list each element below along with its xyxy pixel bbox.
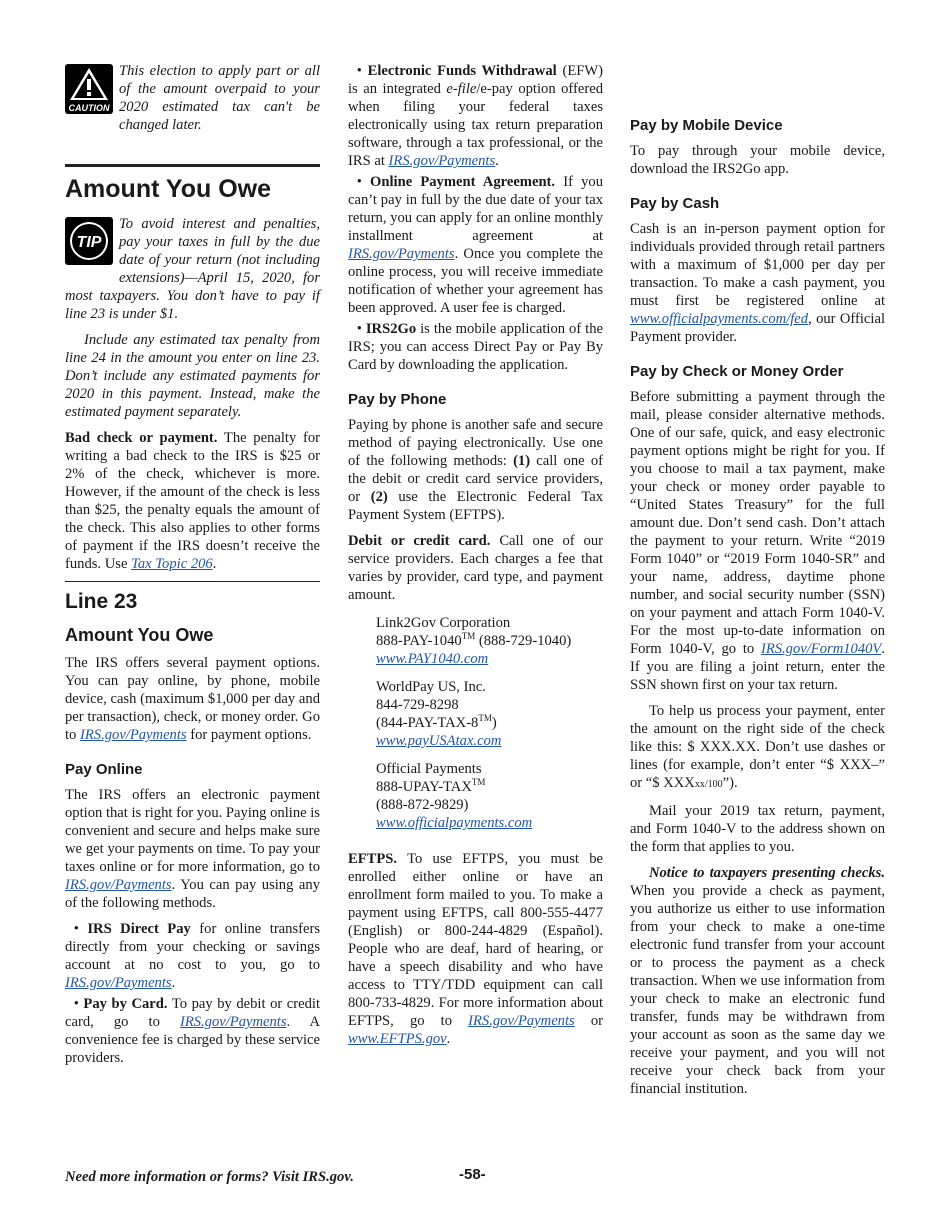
column-1 bbox=[65, 62, 320, 1070]
payments-link[interactable]: IRS.gov/Payments bbox=[388, 153, 496, 169]
caution-note bbox=[65, 62, 320, 134]
pay-check-paragraph: Before submitting a payment through the mail, please consider alternative methods. One of our safe, quick, and easy electronic payment options might be right for you. If you choose to mail a tax payment, make your check or money order payable to “United States Treasury” for the full amount due. Don’t send cash. Don’t attach the payment to your return. Write “2019 Form 1040” or “2019 Form 1040-SR” and your name, address, daytime phone number, and social security number (SSN) on your payment and attach Form 1040-V. For the most up-to-date information on Form 1040-V, go to IRS.gov/Form1040V. If you are filing a joint return, enter the SSN shown first on your tax return. bbox=[630, 389, 885, 693]
column-2 bbox=[348, 62, 603, 1056]
eftps-paragraph: EFTPS. To use EFTPS, you must be enrolled either online or have an enrollment form mailed to you. To make a payment using EFTPS, call 800-555-4477 (English) or 800-244-4829 (Español). People who are deaf, hard of hearing, or have a speech disability and who have access to TTY/TDD equipment can call 800-733-4829. For more information about EFTPS, go to IRS.gov/Payments or www.EFTPS.gov. bbox=[348, 851, 603, 1047]
pay-mobile-heading: Pay by Mobile Device bbox=[630, 117, 783, 134]
mail-paragraph: Mail your 2019 tax return, payment, and Form 1040-V to the address shown on the form that applies to you. bbox=[630, 803, 885, 855]
tax-topic-link[interactable]: Tax Topic 206 bbox=[131, 556, 213, 572]
payments-link[interactable]: IRS.gov/Payments bbox=[65, 975, 172, 991]
provider-url-link[interactable]: www.payUSAtax.com bbox=[376, 733, 502, 749]
payments-link[interactable]: IRS.gov/Payments bbox=[179, 1014, 287, 1030]
pay-mobile-paragraph: To pay through your mobile device, download the IRS2Go app. bbox=[630, 143, 885, 177]
eftps-continuation-spacer bbox=[630, 62, 885, 98]
pay-phone-paragraph: Paying by phone is another safe and secure method of paying electronically. Use one of the following methods: (1) call one of the debit or credit card service providers, or (2) use the Electronic Federal Tax Payment System (EFTPS). bbox=[348, 417, 604, 523]
section-rule bbox=[65, 164, 320, 167]
bullet-efw: • Electronic Funds Withdrawal (EFW) is an integrated e-file/e-pay option offered when filing your federal taxes electronically using tax return preparation software, through a tax professional, or the IRS at IRS.gov/Payments. bbox=[348, 63, 603, 169]
bad-check-paragraph: Bad check or payment. The penalty for writing a bad check to the IRS is $25 or 2% of the check, whichever is more. However, if the amount of the check is less than $25, the penalty equals the amount of the check. This also applies to other forms of payment if the IRS doesn’t receive the funds. Use Tax Topic 206. bbox=[65, 430, 320, 572]
provider-worldpay: WorldPay US, Inc. 844-729-8298 (844-PAY-TAX-8™) www.payUSAtax.com bbox=[376, 679, 502, 749]
line23-rule bbox=[65, 581, 320, 582]
pay-cash-heading: Pay by Cash bbox=[630, 195, 720, 212]
eftps-link[interactable]: www.EFTPS.gov bbox=[348, 1031, 447, 1047]
line23-intro: The IRS offers several payment options. You can pay online, by phone, mobile device, cash (maximum $1,000 per day and per transaction), check, or money order. Go to IRS.gov/Payments for payment options. bbox=[65, 655, 320, 743]
caution-icon bbox=[65, 64, 113, 119]
payments-link[interactable]: IRS.gov/Payments bbox=[348, 246, 455, 262]
tip-text: To avoid interest and penalties, pay your taxes in full by the due date of your return (not including extensions)—April 15, 2020, for most taxpayers. You don’t have to pay if line 23 is under $1. bbox=[65, 216, 320, 322]
payments-link[interactable]: IRS.gov/Payments bbox=[80, 727, 187, 743]
tip-icon-label: TIP bbox=[76, 234, 102, 251]
official-payments-fed-link[interactable]: www.officialpayments.com/fed bbox=[630, 311, 809, 327]
provider-official-payments: Official Payments 888-UPAY-TAX™ (888-872-9829) www.officialpayments.com bbox=[376, 761, 533, 831]
bullet-pay-by-card: • Pay by Card. To pay by debit or credit card, go to IRS.gov/Payments. A convenience fee is charged by these service providers. bbox=[65, 996, 321, 1066]
pay-online-heading: Pay Online bbox=[65, 761, 143, 778]
debit-credit-paragraph: Debit or credit card. Call one of our service providers. Each charges a fee that varies by provider, card type, and payment amount. bbox=[348, 533, 603, 603]
bullet-irs2go: • IRS2Go is the mobile application of the IRS; you can access Direct Pay or Pay By Card by downloading the application. bbox=[348, 321, 603, 373]
tip-note bbox=[65, 215, 320, 323]
provider-url-link[interactable]: www.officialpayments.com bbox=[376, 815, 533, 831]
penalty-note: Include any estimated tax penalty from line 24 in the amount you enter on line 23. Don’t include any estimated payments for 2020 in this payment. Instead, make the estimated payment separately. bbox=[65, 332, 320, 420]
page-number: -58- bbox=[459, 1166, 486, 1183]
column-3-content bbox=[630, 62, 885, 1106]
payments-link[interactable]: IRS.gov/Payments bbox=[468, 1013, 575, 1029]
pay-online-paragraph: The IRS offers an electronic payment option that is right for you. Paying online is convenient and secure and helps make sure we get your payments on time. To pay your taxes online or for more information, go to IRS.gov/Payments. You can pay using any of the following methods. bbox=[65, 787, 320, 911]
notice-paragraph: Notice to taxpayers presenting checks. When you provide a check as payment, you authorize us either to use information from your check to make a one-time electronic fund transfer from your account or to process the payment as a check transaction. When we use information from your check to make an electronic fund transfer, funds may be withdrawn from your account as soon as the same day we receive your payment, and you will not receive your check back from your financial institution. bbox=[630, 865, 885, 1097]
line23-title: Line 23 bbox=[65, 590, 138, 613]
form1040v-link[interactable]: IRS.gov/Form1040V bbox=[760, 641, 882, 657]
bullet-online-payment-agreement: • Online Payment Agreement. If you can’t pay in full by the due date of your tax return, you can apply for an online monthly installment agreement at IRS.gov/Payments. Once you complete the online process, you will receive immediate notification of whether your agreement has been approved. A user fee is charged. bbox=[348, 174, 603, 316]
pay-cash-paragraph: Cash is an in-person payment option for individuals provided through retail partners with a maximum of $1,000 per day per transaction. To make a cash payment, you must first be registered online at www.officialpayments.com/fed, our Official Payment provider. bbox=[630, 221, 885, 345]
section-title-amount-you-owe: Amount You Owe bbox=[65, 175, 272, 203]
footer-help-text: Need more information or forms? Visit IRS.gov. bbox=[65, 1169, 354, 1185]
line23-subtitle: Amount You Owe bbox=[65, 625, 214, 645]
pay-phone-heading: Pay by Phone bbox=[348, 391, 447, 408]
tip-icon bbox=[65, 217, 113, 270]
bad-check-lead: Bad check or payment. bbox=[65, 430, 218, 446]
payments-link[interactable]: IRS.gov/Payments bbox=[65, 877, 172, 893]
bullet-direct-pay: • IRS Direct Pay for online transfers directly from your checking or savings account at no cost to you, go to IRS.gov/Payments. bbox=[65, 921, 321, 991]
process-payment-paragraph: To help us process your payment, enter the amount on the right side of the check like this: $ XXX.XX. Don’t use dashes or lines (for example, don’t enter “$ XXX–” or “$ XXXxx/100”). bbox=[630, 703, 885, 791]
pay-check-heading: Pay by Check or Money Order bbox=[630, 363, 844, 380]
caution-text: This election to apply part or all of the amount overpaid to your 2020 estimated tax can't be changed later. bbox=[119, 63, 320, 133]
caution-icon-label: CAUTION bbox=[68, 103, 110, 113]
provider-link2gov: Link2Gov Corporation 888-PAY-1040™ (888-729-1040) www.PAY1040.com bbox=[376, 615, 572, 667]
provider-url-link[interactable]: www.PAY1040.com bbox=[376, 651, 489, 667]
